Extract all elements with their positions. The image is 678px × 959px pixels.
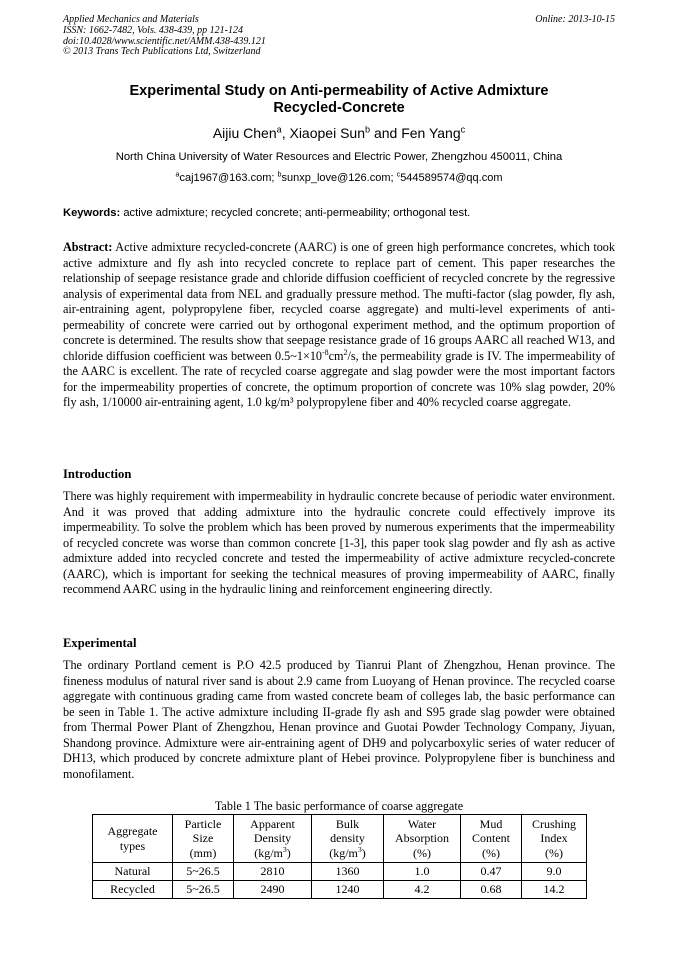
coarse-aggregate-table	[92, 814, 587, 899]
author-name: Fen Yang	[401, 125, 461, 141]
table-cell: Natural	[93, 863, 173, 881]
doi-line: doi:10.4028/www.scientific.net/AMM.438-439.121	[63, 35, 266, 47]
author-superscript: a	[276, 124, 282, 135]
table-header-cell: Mud Content (%)	[461, 815, 522, 863]
abstract-text-2: cm	[328, 348, 344, 363]
table-cell: 1360	[312, 863, 384, 881]
table-row	[93, 881, 587, 899]
email-address[interactable]: 544589574@qq.com	[400, 172, 503, 184]
exponent-superscript: -8	[322, 347, 329, 357]
exponent-superscript: 2	[343, 347, 348, 357]
table-cell: 9.0	[522, 863, 587, 881]
table-header-cell: Bulk density $(kg/m^3)$	[312, 815, 384, 863]
experimental-paragraph: The ordinary Portland cement is P.O 42.5 produced by Tianrui Plant of Zhengzhou, Henan province. The fineness modulus of natural river sand is about 2.9 came from Luoyang of Henan province. The recycled coarse aggregate with continuous grading came from wasted concrete beam of colleges lab, the basic performance can be seen in Table 1. The active admixture including II-grade fly ash and S95 grade slag powder were obtained from Thermal Power Plant of Zhengzhou, Henan province and Guotai Powder Technology Company, Jiyuan, Shandong province. Admixture were air-entraining agent of DH9 and polycarboxylic series of water reducer of DH13, which produced by concrete admixture plant of Hebei province. Polypropylene fiber is bunchiness and monofilament.	[63, 658, 615, 781]
abstract-paragraph	[63, 240, 615, 411]
author-superscript: b	[365, 124, 371, 135]
email-superscript: c	[396, 170, 401, 179]
table-cell: 14.2	[522, 881, 587, 899]
abstract-text-3: /s, the permeability grade is IV. The impermeability of the AARC is excellent. The rate of recycled coarse aggregate and slag powder were the most important factors for the impermeability properties of concrete, the optimum proportion of concrete was 10% slag powder, 20% fly ash, 1/10000 air-entraining agent, 1.0 kg/m³ polypropylene fiber and 40% recycled coarse aggregate.	[63, 348, 615, 410]
experimental-heading: Experimental	[63, 636, 137, 650]
keywords-text: active admixture; recycled concrete; anti-permeability; orthogonal test.	[123, 207, 471, 219]
issn-line: ISSN: 1662-7482, Vols. 438-439, pp 121-124	[63, 24, 243, 36]
copyright-line: © 2013 Trans Tech Publications Ltd, Switzerland	[63, 46, 261, 58]
abstract-text-1: Active admixture recycled-concrete (AARC) is one of green high performance concretes, which took active admixture and fly ash into recycled concrete to replace part of cement. This paper researches the relationship of seepage resistance grade and chloride diffusion coefficient of recycled concrete by the regressive analysis of experimental data from NEL and gradually pressure method. The mufti-factor (slag powder, fly ash, air-entraining agent, polypropylene fiber, recycled coarse aggregate) and multi-level experiments of anti-permeability of concrete were carried out by orthogonal experiment method, and the optimum proportion of concrete is determined. The results show that seepage resistance grade of 16 groups AARC all reached W13, and chloride diffusion coefficient was between 0.5~1×10	[63, 240, 615, 363]
table-cell: 0.68	[461, 881, 522, 899]
author-separator: ,	[281, 125, 290, 141]
keywords-line	[63, 206, 615, 220]
author-name: Aijiu Chen	[212, 125, 277, 141]
journal-header	[63, 15, 615, 58]
table-cell: 2810	[234, 863, 312, 881]
table-header-cell: Aggregate types	[93, 815, 173, 863]
email-list	[63, 171, 615, 185]
table-header-cell: Crushing Index (%)	[522, 815, 587, 863]
table-header-row	[93, 815, 587, 863]
abstract-label: Abstract:	[63, 240, 113, 254]
table-caption: Table 1 The basic performance of coarse aggregate	[214, 799, 464, 813]
title-line-2: Recycled-Concrete	[273, 100, 405, 116]
introduction-heading: Introduction	[63, 467, 132, 481]
author-list	[63, 124, 615, 142]
author-name: Xiaopei Sun	[289, 125, 365, 141]
email-superscript: a	[175, 170, 180, 179]
table-header-cell: Particle Size (mm)	[173, 815, 234, 863]
table-header-cell: Apparent Density $(kg/m^3)$	[234, 815, 312, 863]
affiliation: North China University of Water Resources and Electric Power, Zhengzhou 450011, China	[115, 151, 563, 163]
keywords-label: Keywords:	[63, 207, 121, 219]
table-cell: 1240	[312, 881, 384, 899]
author-superscript: c	[460, 124, 466, 135]
email-superscript: b	[277, 170, 282, 179]
author-conjunction: and	[370, 125, 402, 141]
introduction-paragraph: There was highly requirement with impermeability in hydraulic concrete because of periodic water environment. And it was proved that adding admixture into the hydraulic concrete could effectively improve its impermeability. To solve the problem which has been proved by numerous experiments that the impermeability of recycled concrete was worse than common concrete [1-3], this paper took slag powder and fly ash as active admixture added into recycled concrete and tested the impermeability of active admixture recycled-concrete (AARC), which is important for seeking the technical measures of proving impermeability of AARC, finally recommend AARC using in the hydraulic lining and reinforcement engineering directly.	[63, 489, 615, 597]
table-cell: 4.2	[384, 881, 461, 899]
table-cell: 5~26.5	[173, 863, 234, 881]
table-cell: 0.47	[461, 863, 522, 881]
email-address[interactable]: sunxp_love@126.com;	[281, 172, 397, 184]
online-date: Online: 2013-10-15	[535, 14, 615, 25]
table-header-cell: Water Absorption (%)	[384, 815, 461, 863]
journal-name: Applied Mechanics and Materials	[63, 14, 199, 25]
table-cell: Recycled	[93, 881, 173, 899]
table-cell: 5~26.5	[173, 881, 234, 899]
table-cell: 2490	[234, 881, 312, 899]
table-row	[93, 863, 587, 881]
email-address[interactable]: caj1967@163.com;	[179, 172, 278, 184]
paper-title	[63, 83, 615, 117]
title-line-1: Experimental Study on Anti-permeability of Active Admixture	[129, 83, 549, 99]
table-cell: 1.0	[384, 863, 461, 881]
